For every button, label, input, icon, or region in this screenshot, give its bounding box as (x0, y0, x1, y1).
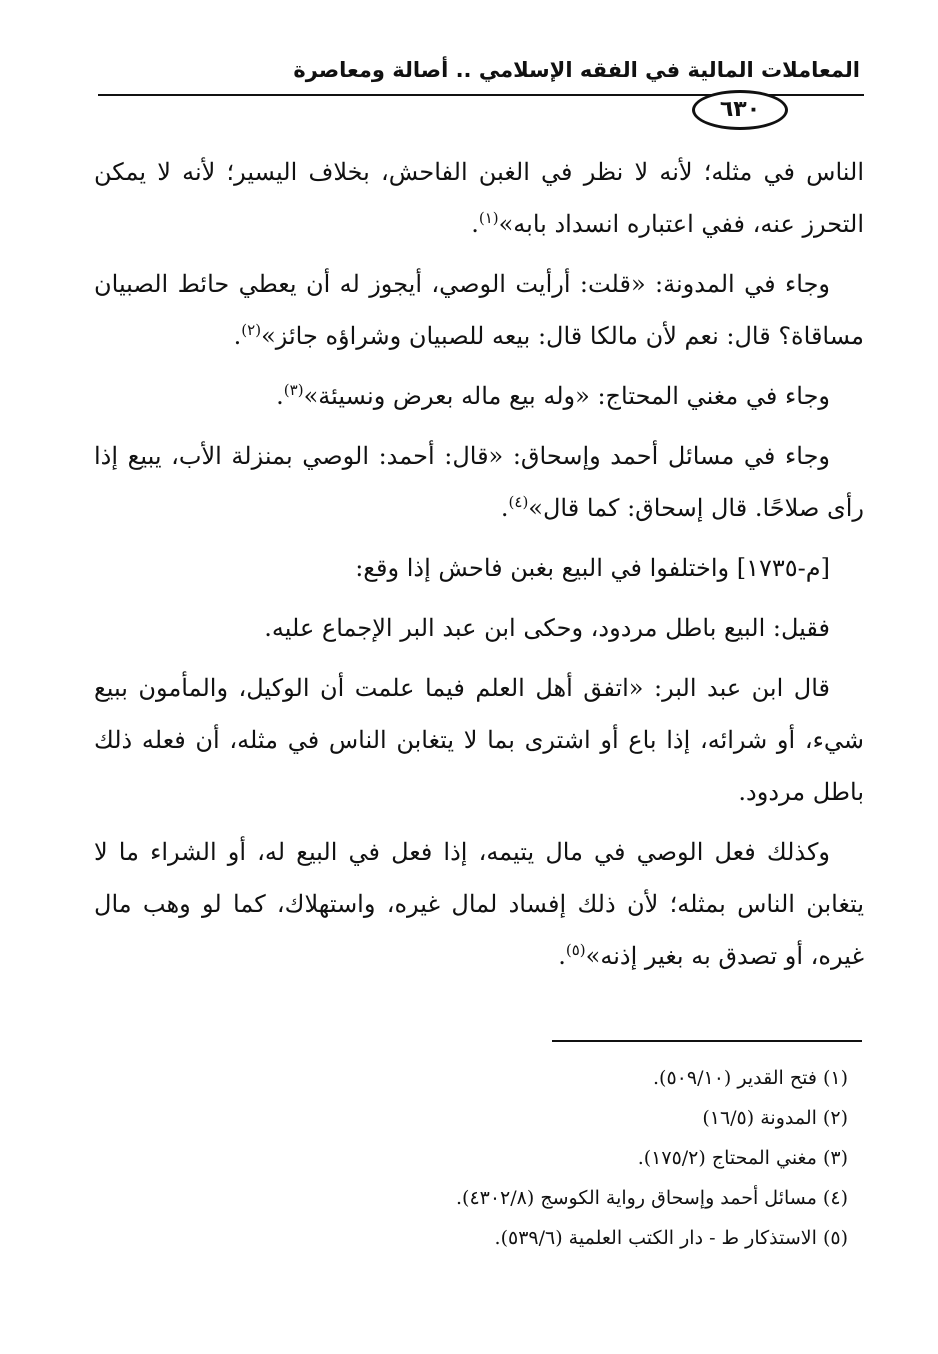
footnote-ref-4: (٤) (508, 493, 529, 511)
paragraph-2 (94, 258, 864, 362)
paragraph-2-end: . (233, 322, 242, 350)
footnote-4: (٤) مسائل أحمد وإسحاق رواية الكوسج (٤٣٠٢/٨). (455, 1187, 848, 1209)
paragraph-1-text: الناس في مثله؛ لأنه لا نظر في الغبن الفاحش، بخلاف اليسير؛ لأنه لا يمكن التحرز عنه، ففي اعتباره انسداد بابه» (94, 158, 864, 238)
main-text (94, 146, 864, 990)
paragraph-7: قال ابن عبد البر: «اتفق أهل العلم فيما علمت أن الوكيل، والمأمون ببيع شيء، أو شرائه، إذا باع أو اشترى بما لا يتغابن الناس في مثله، أن فعله ذلك باطل مردود. (94, 674, 864, 806)
paragraph-4-text: وجاء في مسائل أحمد وإسحاق: «قال: أحمد: الوصي بمنزلة الأب، يبيع إذا رأى صلاحًا. قال إسحاق: كما قال» (94, 442, 864, 522)
paragraph-8 (94, 826, 864, 982)
footnote-5: (٥) الاستذكار ط - دار الكتب العلمية (٥٣٩/٦). (494, 1227, 848, 1249)
footnote-rule (552, 1040, 862, 1042)
footnote-ref-2: (٢) (241, 321, 262, 339)
footnotes (148, 1058, 848, 1258)
paragraph-3-text: وجاء في مغني المحتاج: «وله بيع ماله بعرض ونسيئة» (303, 382, 830, 410)
page-number-badge: ٦٣٠ (692, 90, 788, 130)
footnote-ref-1: (١) (478, 209, 499, 227)
footnote-2: (٢) المدونة (١٦/٥) (702, 1107, 848, 1129)
footnote-1: (١) فتح القدير (٥٠٩/١٠). (653, 1067, 848, 1089)
paragraph-3 (94, 370, 864, 422)
paragraph-4-end: . (500, 494, 509, 522)
paragraph-1 (94, 146, 864, 250)
paragraph-2-text: وجاء في المدونة: «قلت: أرأيت الوصي، أيجوز له أن يعطي حائط الصبيان مساقاة؟ قال: نعم لأن مالكا قال: بيعه للصبيان وشراؤه جائز» (94, 270, 864, 350)
paragraph-6: فقيل: البيع باطل مردود، وحكى ابن عبد البر الإجماع عليه. (264, 614, 830, 642)
paragraph-1-end: . (471, 210, 479, 238)
paragraph-8-text: وكذلك فعل الوصي في مال يتيمه، إذا فعل في البيع له، أو الشراء ما لا يتغابن الناس بمثله؛ لأن ذلك إفساد لمال غيره، واستهلاك، كما لو وهب مال غيره، أو تصدق به بغير إذنه» (94, 838, 864, 970)
footnote-ref-5: (٥) (565, 941, 586, 959)
footnote-3: (٣) مغني المحتاج (١٧٥/٢). (637, 1147, 848, 1169)
running-title: المعاملات المالية في الفقه الإسلامي .. أصالة ومعاصرة (293, 58, 860, 82)
paragraph-3-end: . (276, 382, 284, 410)
paragraph-8-end: . (558, 942, 566, 970)
paragraph-4 (94, 430, 864, 534)
footnote-ref-3: (٣) (283, 381, 304, 399)
issue-heading: [م-١٧٣٥] واختلفوا في البيع بغبن فاحش إذا وقع: (355, 554, 830, 582)
